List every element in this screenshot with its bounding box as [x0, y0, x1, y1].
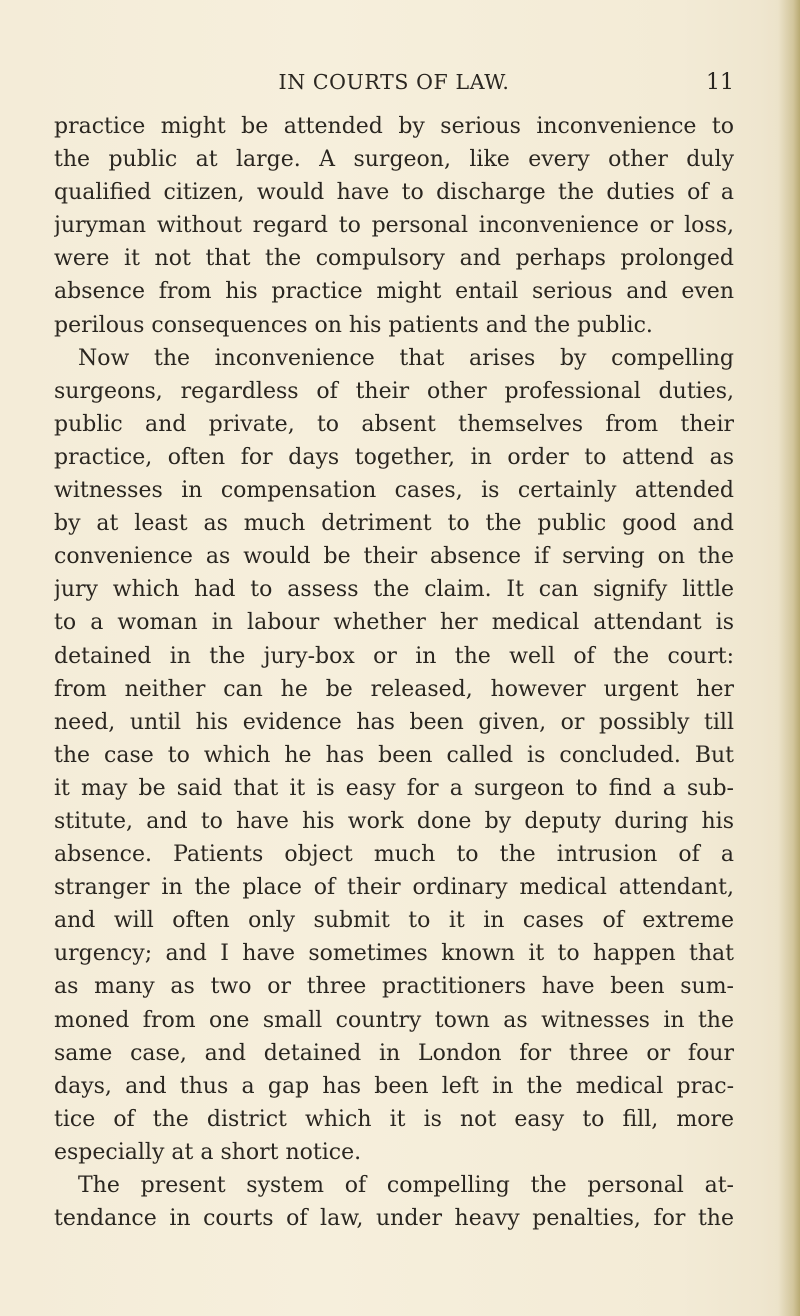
- text-line: convenience as would be their absence if serving on the: [54, 544, 734, 570]
- text-line: surgeons, regardless of their other professional duties,: [54, 378, 734, 404]
- text-line: need, until his evidence has been given, or possibly till: [54, 709, 734, 735]
- text-line: detained in the jury-box or in the well of the court:: [54, 643, 734, 669]
- text-line: tice of the district which it is not easy to fill, more: [54, 1106, 734, 1132]
- text-line: and will often only submit to it in cases of extreme: [54, 908, 734, 934]
- text-line: it may be said that it is easy for a surgeon to find a sub-: [54, 775, 734, 801]
- page-header: [54, 70, 734, 106]
- text-line: qualified citizen, would have to discharge the duties of a: [54, 180, 734, 206]
- running-head: IN COURTS OF LAW.: [278, 70, 510, 94]
- text-line: by at least as much detriment to the public good and: [54, 511, 734, 537]
- body-text: [54, 110, 734, 1235]
- text-line: the public at large. A surgeon, like every other duly: [54, 147, 734, 173]
- text-line: absence from his practice might entail serious and even: [54, 279, 734, 305]
- text-line: public and private, to absent themselves from their: [54, 411, 734, 437]
- text-line: same case, and detained in London for three or four: [54, 1040, 734, 1066]
- text-line: from neither can he be released, however urgent her: [54, 676, 734, 702]
- text-line: moned from one small country town as witnesses in the: [54, 1007, 734, 1033]
- text-line: witnesses in compensation cases, is certainly attended: [54, 478, 734, 504]
- text-line: as many as two or three practitioners have been sum-: [54, 974, 734, 1000]
- page-number: 11: [706, 70, 734, 95]
- text-line: The present system of compelling the personal at-: [78, 1173, 734, 1198]
- text-line: stitute, and to have his work done by deputy during his: [54, 808, 734, 834]
- text-line: Now the inconvenience that arises by compelling: [78, 345, 734, 371]
- text-line: perilous consequences on his patients and the public.: [54, 312, 653, 338]
- text-line: juryman without regard to personal inconvenience or loss,: [54, 213, 734, 239]
- page-edge-shadow: [778, 0, 800, 1316]
- text-line: practice might be attended by serious inconvenience to: [54, 114, 734, 139]
- text-line: days, and thus a gap has been left in the medical prac-: [54, 1073, 734, 1099]
- text-line: the case to which he has been called is concluded. But: [54, 742, 734, 768]
- text-line: were it not that the compulsory and perhaps prolonged: [54, 246, 734, 272]
- text-line: urgency; and I have sometimes known it to happen that: [54, 941, 734, 967]
- text-line: especially at a short notice.: [54, 1139, 362, 1165]
- text-line: absence. Patients object much to the intrusion of a: [54, 842, 734, 868]
- text-line: to a woman in labour whether her medical attendant is: [54, 610, 734, 636]
- text-line: practice, often for days together, in order to attend as: [54, 444, 734, 470]
- text-line: stranger in the place of their ordinary medical attendant,: [54, 875, 734, 901]
- text-line: tendance in courts of law, under heavy penalties, for the: [54, 1206, 734, 1232]
- text-line: jury which had to assess the claim. It can signify little: [54, 577, 734, 603]
